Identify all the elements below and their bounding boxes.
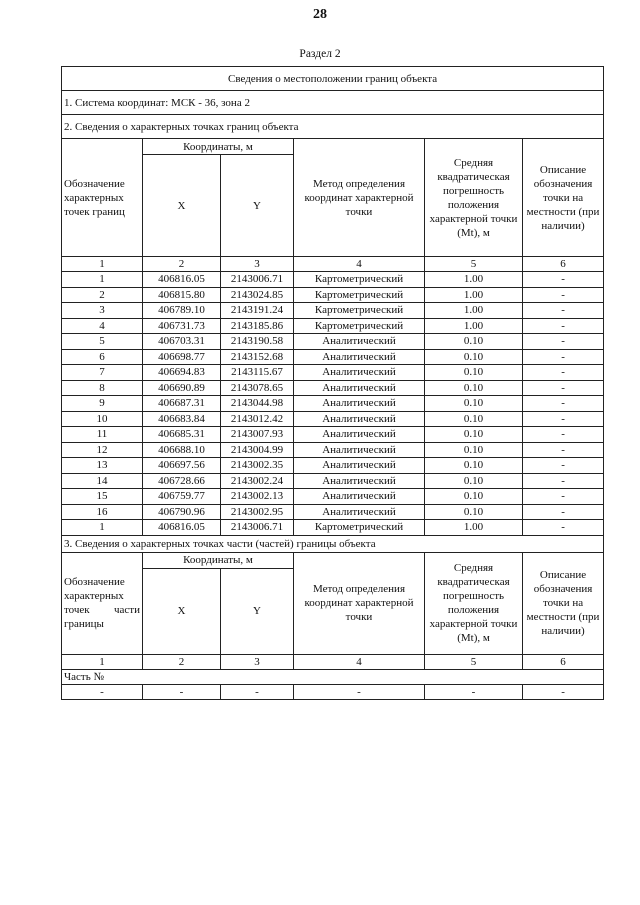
point-number: 9 — [62, 396, 143, 412]
table-row — [62, 411, 604, 427]
point-y: 2143006.71 — [221, 520, 294, 536]
header-part-x: X — [143, 568, 221, 654]
point-number: 10 — [62, 411, 143, 427]
point-y: 2143002.95 — [221, 504, 294, 520]
point-description: - — [523, 349, 604, 365]
point-method: Аналитический — [294, 396, 425, 412]
point-x: 406683.84 — [143, 411, 221, 427]
point-number: 11 — [62, 427, 143, 443]
point-number: 16 — [62, 504, 143, 520]
point-description: - — [523, 411, 604, 427]
point-y: 2143002.13 — [221, 489, 294, 505]
point-accuracy: 0.10 — [425, 380, 523, 396]
point-y: 2143078.65 — [221, 380, 294, 396]
point-x: 406759.77 — [143, 489, 221, 505]
header-part-accuracy: Средняя квадратическая погрешность положения характерной точки (Mt), м — [425, 552, 523, 654]
point-y: 2143002.24 — [221, 473, 294, 489]
page-number: 28 — [313, 7, 327, 22]
point-accuracy: 1.00 — [425, 318, 523, 334]
point-method: Картометрический — [294, 303, 425, 319]
point-method: Картометрический — [294, 287, 425, 303]
part-points-title: 3. Сведения о характерных точках части (частей) границы объекта — [62, 535, 604, 552]
part-empty-cell: - — [523, 684, 604, 700]
point-x: 406816.05 — [143, 272, 221, 288]
point-number: 15 — [62, 489, 143, 505]
table-row — [62, 318, 604, 334]
section-title: Раздел 2 — [299, 48, 341, 60]
point-method: Аналитический — [294, 458, 425, 474]
column-numbers-row — [62, 257, 604, 272]
point-y: 2143006.71 — [221, 272, 294, 288]
table-row — [62, 473, 604, 489]
point-y: 2143185.86 — [221, 318, 294, 334]
point-accuracy: 0.10 — [425, 396, 523, 412]
point-description: - — [523, 473, 604, 489]
header-point-designation: Обозначение характерных точек границ — [62, 139, 143, 257]
header-method: Метод определения координат характерной точки — [294, 139, 425, 257]
point-description: - — [523, 380, 604, 396]
part-empty-cell: - — [143, 684, 221, 700]
point-method: Аналитический — [294, 489, 425, 505]
part-column-numbers-row — [62, 654, 604, 669]
part-empty-cell: - — [294, 684, 425, 700]
point-x: 406690.89 — [143, 380, 221, 396]
part-empty-cell: - — [62, 684, 143, 700]
header-x: X — [143, 155, 221, 257]
header-coordinates: Координаты, м — [143, 139, 294, 155]
point-method: Аналитический — [294, 473, 425, 489]
point-x: 406685.31 — [143, 427, 221, 443]
point-x: 406697.56 — [143, 458, 221, 474]
point-x: 406816.05 — [143, 520, 221, 536]
point-accuracy: 1.00 — [425, 303, 523, 319]
column-number: 3 — [221, 257, 294, 272]
boundary-points-title: 2. Сведения о характерных точках границ объекта — [62, 115, 604, 139]
column-number: 1 — [62, 257, 143, 272]
point-accuracy: 1.00 — [425, 520, 523, 536]
point-method: Аналитический — [294, 365, 425, 381]
column-number: 3 — [221, 654, 294, 669]
point-y: 2143007.93 — [221, 427, 294, 443]
point-accuracy: 0.10 — [425, 458, 523, 474]
column-number: 4 — [294, 654, 425, 669]
table-row — [62, 287, 604, 303]
point-number: 14 — [62, 473, 143, 489]
column-number: 4 — [294, 257, 425, 272]
part-empty-row — [62, 684, 604, 700]
table-row — [62, 396, 604, 412]
point-number: 6 — [62, 349, 143, 365]
point-description: - — [523, 272, 604, 288]
table-row — [62, 303, 604, 319]
point-accuracy: 1.00 — [425, 287, 523, 303]
point-number: 4 — [62, 318, 143, 334]
point-description: - — [523, 489, 604, 505]
point-accuracy: 0.10 — [425, 489, 523, 505]
point-y: 2143115.67 — [221, 365, 294, 381]
point-y: 2143191.24 — [221, 303, 294, 319]
table-row — [62, 272, 604, 288]
point-accuracy: 0.10 — [425, 411, 523, 427]
table-row — [62, 349, 604, 365]
point-y: 2143190.58 — [221, 334, 294, 350]
table-row — [62, 504, 604, 520]
point-description: - — [523, 287, 604, 303]
point-method: Картометрический — [294, 520, 425, 536]
column-number: 2 — [143, 654, 221, 669]
point-description: - — [523, 442, 604, 458]
point-method: Аналитический — [294, 504, 425, 520]
coordinate-system: 1. Система координат: МСК - 36, зона 2 — [62, 91, 604, 115]
point-x: 406687.31 — [143, 396, 221, 412]
header-part-coordinates: Координаты, м — [143, 552, 294, 568]
header-description: Описание обозначения точки на местности (при наличии) — [523, 139, 604, 257]
point-method: Аналитический — [294, 411, 425, 427]
table-row — [62, 334, 604, 350]
point-x: 406815.80 — [143, 287, 221, 303]
point-description: - — [523, 504, 604, 520]
point-x: 406703.31 — [143, 334, 221, 350]
point-number: 13 — [62, 458, 143, 474]
point-description: - — [523, 396, 604, 412]
point-x: 406789.10 — [143, 303, 221, 319]
point-accuracy: 0.10 — [425, 442, 523, 458]
table-title: Сведения о местоположении границ объекта — [62, 67, 604, 91]
point-y: 2143004.99 — [221, 442, 294, 458]
point-accuracy: 0.10 — [425, 504, 523, 520]
table-row — [62, 458, 604, 474]
part-label: Часть № — [62, 669, 604, 684]
point-accuracy: 0.10 — [425, 334, 523, 350]
point-x: 406731.73 — [143, 318, 221, 334]
point-description: - — [523, 318, 604, 334]
point-description: - — [523, 334, 604, 350]
column-number: 6 — [523, 654, 604, 669]
point-x: 406688.10 — [143, 442, 221, 458]
point-description: - — [523, 458, 604, 474]
point-method: Аналитический — [294, 349, 425, 365]
table-row — [62, 365, 604, 381]
point-description: - — [523, 427, 604, 443]
point-y: 2143012.42 — [221, 411, 294, 427]
point-y: 2143002.35 — [221, 458, 294, 474]
table-row — [62, 427, 604, 443]
table-row — [62, 442, 604, 458]
point-description: - — [523, 520, 604, 536]
point-method: Аналитический — [294, 427, 425, 443]
point-y: 2143152.68 — [221, 349, 294, 365]
point-number: 1 — [62, 272, 143, 288]
point-y: 2143044.98 — [221, 396, 294, 412]
point-number: 1 — [62, 520, 143, 536]
point-accuracy: 0.10 — [425, 473, 523, 489]
table-row — [62, 380, 604, 396]
point-x: 406694.83 — [143, 365, 221, 381]
point-number: 3 — [62, 303, 143, 319]
point-y: 2143024.85 — [221, 287, 294, 303]
point-accuracy: 0.10 — [425, 365, 523, 381]
header-y: Y — [221, 155, 294, 257]
point-method: Аналитический — [294, 380, 425, 396]
column-number: 6 — [523, 257, 604, 272]
table-row — [62, 520, 604, 536]
point-description: - — [523, 303, 604, 319]
point-number: 12 — [62, 442, 143, 458]
point-x: 406790.96 — [143, 504, 221, 520]
point-accuracy: 0.10 — [425, 349, 523, 365]
part-empty-cell: - — [425, 684, 523, 700]
column-number: 2 — [143, 257, 221, 272]
point-number: 5 — [62, 334, 143, 350]
point-method: Аналитический — [294, 334, 425, 350]
column-number: 1 — [62, 654, 143, 669]
point-method: Аналитический — [294, 442, 425, 458]
column-number: 5 — [425, 257, 523, 272]
point-method: Картометрический — [294, 318, 425, 334]
part-empty-cell: - — [221, 684, 294, 700]
point-method: Картометрический — [294, 272, 425, 288]
point-accuracy: 0.10 — [425, 427, 523, 443]
column-number: 5 — [425, 654, 523, 669]
header-part-description: Описание обозначения точки на местности (при наличии) — [523, 552, 604, 654]
boundary-table — [61, 66, 604, 700]
table-row — [62, 489, 604, 505]
point-accuracy: 1.00 — [425, 272, 523, 288]
point-number: 2 — [62, 287, 143, 303]
point-number: 8 — [62, 380, 143, 396]
point-x: 406698.77 — [143, 349, 221, 365]
header-part-point-designation: Обозначение характерных точек части границы — [62, 552, 143, 654]
point-x: 406728.66 — [143, 473, 221, 489]
point-number: 7 — [62, 365, 143, 381]
header-part-y: Y — [221, 568, 294, 654]
point-description: - — [523, 365, 604, 381]
header-part-method: Метод определения координат характерной точки — [294, 552, 425, 654]
header-accuracy: Средняя квадратическая погрешность положения характерной точки (Mt), м — [425, 139, 523, 257]
